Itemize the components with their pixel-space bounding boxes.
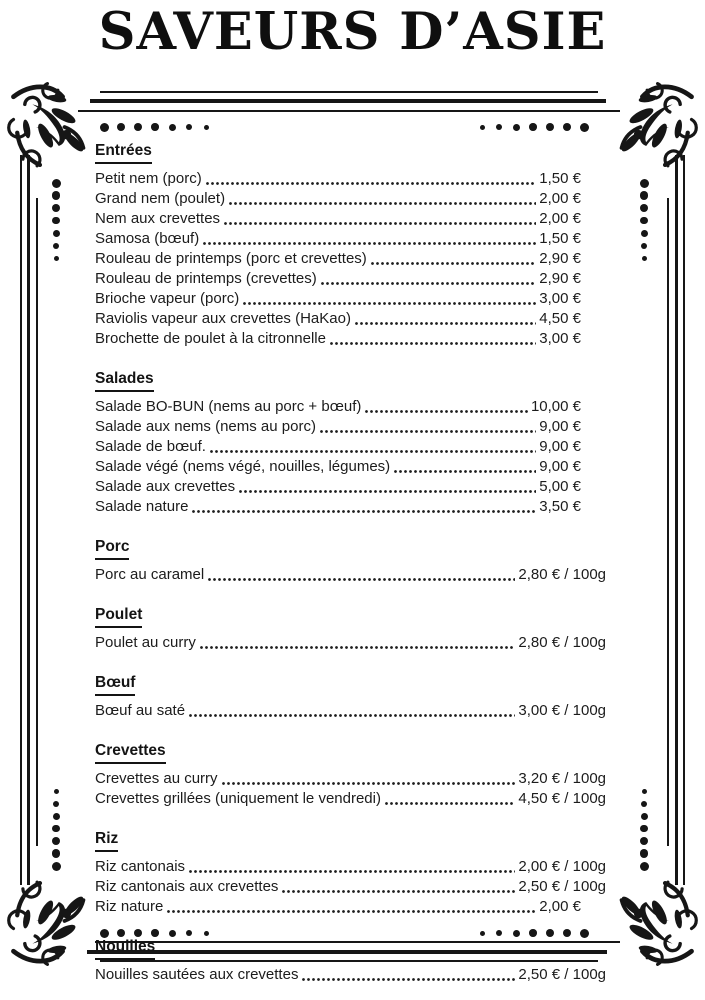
item-price: 9,00 €	[539, 418, 581, 435]
dot	[52, 849, 61, 858]
dot	[151, 123, 159, 131]
dot-leader	[166, 909, 536, 914]
item-name: Poulet au curry	[95, 634, 196, 651]
item-name: Grand nem (poulet)	[95, 190, 226, 207]
left-border-line	[20, 155, 22, 885]
section-items	[95, 397, 606, 517]
section-items	[95, 701, 606, 721]
menu-section	[95, 536, 606, 585]
item-name: Rouleau de printemps (porc et crevettes)	[95, 250, 367, 267]
section-heading: Entrées	[95, 140, 152, 164]
dot-leader	[199, 645, 516, 650]
item-price: 4,50 €	[539, 310, 581, 327]
dot	[641, 813, 648, 820]
dot	[52, 825, 60, 833]
item-price: 1,50 €	[539, 230, 581, 247]
menu-item-row	[95, 701, 606, 721]
item-price: 3,50 €	[539, 498, 581, 515]
dot	[641, 243, 647, 249]
item-name: Brioche vapeur (porc)	[95, 290, 240, 307]
dot-leader	[209, 449, 536, 454]
menu-item-row	[95, 269, 606, 289]
menu-item-row	[95, 877, 606, 897]
item-price: 2,90 €	[539, 250, 581, 267]
section-items	[95, 565, 606, 585]
section-items	[95, 965, 606, 985]
dot	[52, 837, 60, 845]
menu-item-row	[95, 417, 606, 437]
item-price: 5,00 €	[539, 478, 581, 495]
menu-sections	[95, 140, 606, 985]
dot-leader	[393, 469, 536, 474]
dot	[134, 123, 142, 131]
menu-item-row	[95, 769, 606, 789]
dot-leader	[301, 977, 515, 982]
top-border-line	[90, 99, 606, 103]
section-heading: Poulet	[95, 604, 142, 628]
dot-leader	[242, 301, 536, 306]
section-heading: Salades	[95, 368, 154, 392]
dot	[169, 124, 176, 131]
menu-item-row	[95, 897, 606, 917]
dot-leader	[191, 509, 536, 514]
dot-leader	[188, 713, 515, 718]
left-border-line	[36, 198, 38, 846]
item-price: 2,50 € / 100g	[518, 966, 606, 983]
dot	[53, 230, 60, 237]
item-price: 2,90 €	[539, 270, 581, 287]
dot	[546, 123, 554, 131]
item-name: Samosa (bœuf)	[95, 230, 200, 247]
dot	[640, 204, 648, 212]
dot	[52, 862, 61, 871]
section-items	[95, 169, 606, 349]
left-border-line	[27, 155, 30, 885]
item-name: Crevettes grillées (uniquement le vendredi)	[95, 790, 381, 807]
item-name: Brochette de poulet à la citronnelle	[95, 330, 326, 347]
item-price: 10,00 €	[530, 398, 581, 415]
item-price: 2,50 € / 100g	[518, 878, 606, 895]
item-price: 3,00 €	[539, 330, 581, 347]
dot	[642, 256, 647, 261]
menu-section	[95, 368, 606, 517]
menu-item-row	[95, 965, 606, 985]
menu-item-row	[95, 209, 606, 229]
dot	[53, 813, 60, 820]
item-price: 9,00 €	[539, 438, 581, 455]
menu-section	[95, 140, 606, 349]
menu-item-row	[95, 457, 606, 477]
menu-section	[95, 740, 606, 809]
item-name: Porc au caramel	[95, 566, 205, 583]
menu-section	[95, 828, 606, 917]
dot	[640, 191, 649, 200]
item-price: 4,50 € / 100g	[518, 790, 606, 807]
item-name: Salade végé (nems végé, nouilles, légumes)	[95, 458, 391, 475]
item-price: 3,00 € / 100g	[518, 702, 606, 719]
dot	[641, 801, 647, 807]
dot	[642, 789, 647, 794]
dot	[186, 124, 192, 130]
dot-leader	[370, 261, 536, 266]
menu-item-row	[95, 497, 606, 517]
item-price: 2,80 € / 100g	[518, 566, 606, 583]
dot	[529, 123, 537, 131]
item-price: 2,00 €	[539, 898, 581, 915]
dot	[54, 256, 59, 261]
item-name: Raviolis vapeur aux crevettes (HaKao)	[95, 310, 351, 327]
item-price: 1,50 €	[539, 170, 581, 187]
dot	[640, 849, 649, 858]
dot	[52, 217, 60, 225]
corner-flourish-icon	[597, 868, 701, 972]
item-name: Bœuf au saté	[95, 702, 186, 719]
item-name: Nem aux crevettes	[95, 210, 221, 227]
dot-leader	[354, 321, 536, 326]
section-items	[95, 857, 606, 917]
dot-leader	[364, 409, 528, 414]
corner-flourish-icon	[4, 868, 108, 972]
dot	[52, 204, 60, 212]
item-name: Salade nature	[95, 498, 189, 515]
dot-leader	[281, 889, 515, 894]
dot	[640, 179, 649, 188]
section-items	[95, 633, 606, 653]
dot	[496, 124, 502, 130]
dot-leader	[188, 869, 515, 874]
dot	[52, 179, 61, 188]
dot-leader	[223, 221, 536, 226]
dot	[53, 801, 59, 807]
dot-leader	[228, 201, 536, 206]
corner-ornament-top-left	[4, 76, 108, 180]
item-price: 3,00 €	[539, 290, 581, 307]
dot-leader	[319, 429, 536, 434]
dot	[513, 124, 520, 131]
menu-item-row	[95, 189, 606, 209]
dot	[640, 837, 648, 845]
menu-item-row	[95, 229, 606, 249]
corner-ornament-bottom-left	[4, 868, 108, 972]
section-heading: Porc	[95, 536, 129, 560]
dot-leader	[320, 281, 537, 286]
dot-leader	[207, 577, 515, 582]
right-border-line	[667, 198, 669, 846]
dot	[580, 123, 589, 132]
dot	[117, 123, 126, 132]
dot	[54, 789, 59, 794]
item-price: 3,20 € / 100g	[518, 770, 606, 787]
dot	[640, 825, 648, 833]
dot	[640, 862, 649, 871]
item-name: Salade de bœuf.	[95, 438, 206, 455]
menu-item-row	[95, 397, 606, 417]
menu-item-row	[95, 857, 606, 877]
item-price: 2,00 €	[539, 190, 581, 207]
corner-ornament-bottom-right	[597, 868, 701, 972]
item-price: 2,00 €	[539, 210, 581, 227]
dot-leader	[202, 241, 536, 246]
item-name: Salade aux crevettes	[95, 478, 236, 495]
dot	[563, 123, 572, 132]
menu-item-row	[95, 169, 606, 189]
item-name: Petit nem (porc)	[95, 170, 202, 187]
section-items	[95, 769, 606, 809]
dot-leader	[329, 341, 536, 346]
dot	[640, 217, 648, 225]
menu-item-row	[95, 633, 606, 653]
dot	[480, 125, 485, 130]
top-border-line	[100, 91, 598, 93]
page-title: SAVEURS D’ASIE	[98, 2, 607, 62]
item-name: Rouleau de printemps (crevettes)	[95, 270, 317, 287]
item-name: Salade BO-BUN (nems au porc + bœuf)	[95, 398, 362, 415]
section-heading: Bœuf	[95, 672, 135, 696]
section-heading: Crevettes	[95, 740, 166, 764]
menu-item-row	[95, 289, 606, 309]
item-price: 9,00 €	[539, 458, 581, 475]
item-name: Riz cantonais	[95, 858, 186, 875]
item-name: Salade aux nems (nems au porc)	[95, 418, 316, 435]
section-heading: Nouilles	[95, 936, 155, 960]
item-price: 2,80 € / 100g	[518, 634, 606, 651]
dot	[100, 123, 109, 132]
item-name: Nouilles sautées aux crevettes	[95, 966, 299, 983]
dot-leader	[238, 489, 536, 494]
corner-flourish-icon	[4, 76, 108, 180]
item-name: Riz cantonais aux crevettes	[95, 878, 279, 895]
dot-leader	[221, 781, 516, 786]
dot	[53, 243, 59, 249]
item-name: Riz nature	[95, 898, 164, 915]
menu-item-row	[95, 437, 606, 457]
dot	[204, 125, 209, 130]
menu-section	[95, 672, 606, 721]
item-name: Crevettes au curry	[95, 770, 218, 787]
corner-ornament-top-right	[597, 76, 701, 180]
menu-item-row	[95, 329, 606, 349]
menu-item-row	[95, 249, 606, 269]
menu-section	[95, 604, 606, 653]
right-border-line	[683, 155, 685, 885]
section-heading: Riz	[95, 828, 118, 852]
top-border-line	[78, 110, 620, 112]
right-border-line	[675, 155, 678, 885]
dot-leader	[205, 181, 537, 186]
dot-leader	[384, 801, 515, 806]
corner-flourish-icon	[597, 76, 701, 180]
menu-section	[95, 936, 606, 985]
menu-item-row	[95, 565, 606, 585]
dot	[641, 230, 648, 237]
menu-item-row	[95, 789, 606, 809]
menu-item-row	[95, 309, 606, 329]
menu-item-row	[95, 477, 606, 497]
item-price: 2,00 € / 100g	[518, 858, 606, 875]
dot	[52, 191, 61, 200]
